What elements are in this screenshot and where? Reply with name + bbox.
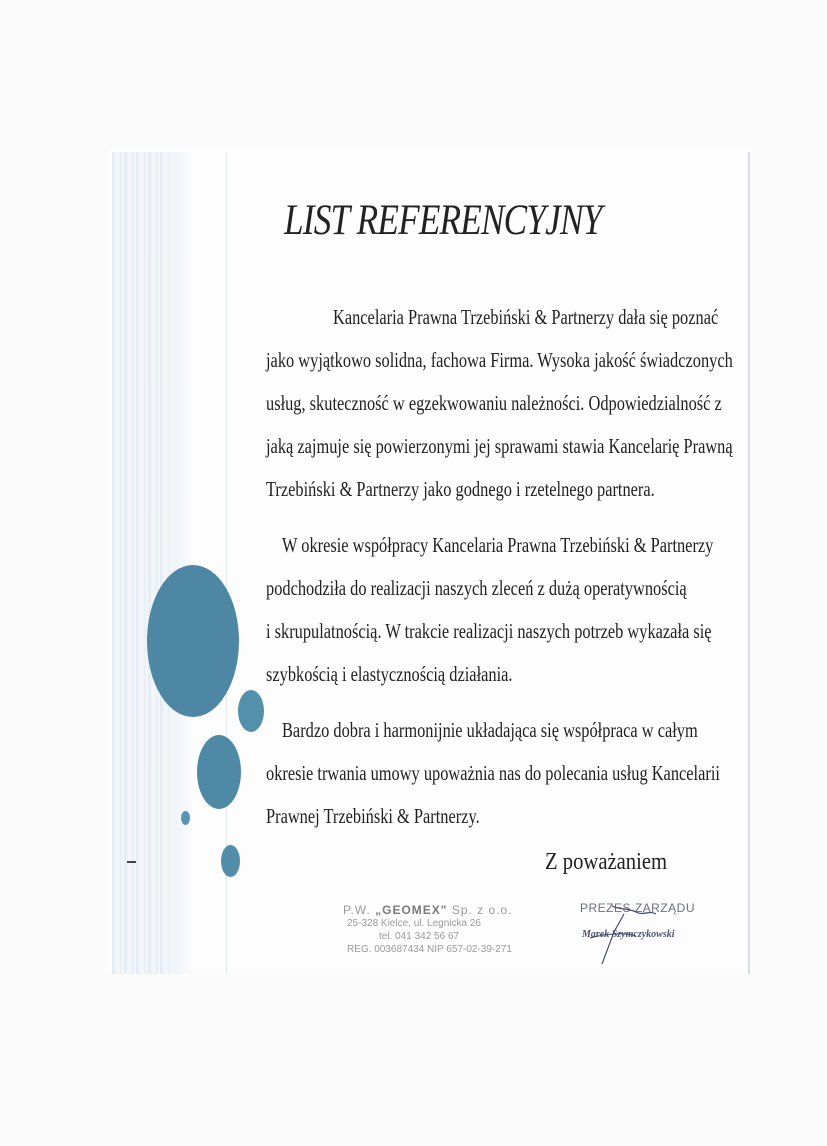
decorative-circle-large [147, 565, 239, 717]
decorative-band-fade [172, 152, 192, 974]
paragraph-line: Kancelaria Prawna Trzebiński & Partnerzy dała się poznać [333, 305, 719, 329]
signatory-role: PREZES ZARZĄDU [580, 901, 696, 915]
paragraph-line: podchodziła do realizacji naszych zleceń z dużą operatywnością [266, 576, 687, 600]
paragraph-line: Prawnej Trzebiński & Partnerzy. [266, 804, 480, 828]
company-stamp-address: 25-328 Kielce, ul. Legnicka 26 [347, 918, 481, 929]
company-stamp-name-line [343, 903, 523, 917]
paragraph-line: W okresie współpracy Kancelaria Prawna Trzebiński & Partnerzy [282, 533, 714, 557]
decorative-circle-small [238, 690, 264, 732]
company-stamp [343, 903, 523, 956]
signatory-name: Marek Szymczykowski [582, 929, 675, 940]
decorative-circle-small-2 [221, 845, 240, 877]
closing-salutation: Z poważaniem [545, 849, 668, 875]
company-stamp-prefix: P.W. [343, 903, 376, 917]
decorative-circle-medium [197, 735, 241, 809]
paragraph-line: jaką zajmuje się powierzonymi jej sprawami stawia Kancelarię Prawną [266, 434, 733, 458]
paragraph-line: szybkością i elastycznością działania. [266, 662, 513, 686]
decorative-band [112, 152, 172, 974]
paragraph-line: Bardzo dobra i harmonijnie układająca się współpraca w całym [282, 718, 698, 742]
handwritten-signature [584, 902, 734, 972]
scan-mark [127, 861, 136, 863]
frame-line-right [748, 152, 750, 974]
paragraph-line: usług, skuteczność w egzekwowaniu należności. Odpowiedzialność z [266, 391, 722, 415]
company-stamp-suffix: Sp. z o.o. [447, 903, 513, 917]
paragraph-line: i skrupulatnością. W trakcie realizacji naszych potrzeb wykazała się [266, 619, 712, 643]
company-stamp-name: „GEOMEX" [375, 903, 448, 917]
paragraph-line: okresie trwania umowy upoważnia nas do polecania usług Kancelarii [266, 761, 720, 785]
letter-title: LIST REFERENCYJNY [284, 197, 602, 244]
paragraph-line: jako wyjątkowo solidna, fachowa Firma. Wysoka jakość świadczonych [266, 348, 733, 372]
decorative-circle-tiny [181, 811, 190, 825]
company-stamp-phone: tel. 041 342 56 67 [379, 931, 460, 942]
paragraph-line: Trzebiński & Partnerzy jako godnego i rzetelnego partnera. [266, 477, 655, 501]
company-stamp-registry: REG. 003687434 NIP 657-02-39-271 [347, 944, 512, 955]
